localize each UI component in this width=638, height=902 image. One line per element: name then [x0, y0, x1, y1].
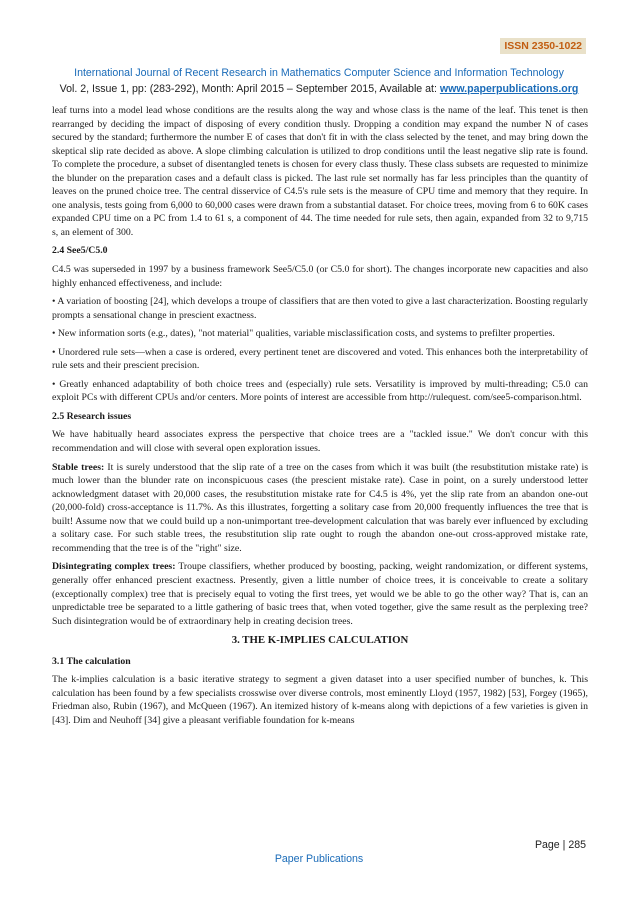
- publisher-footer: Paper Publications: [274, 853, 364, 865]
- paragraph-see5-intro: C4.5 was superseded in 1997 by a business framework See5/C5.0 (or C5.0 for short). The changes incorporate new capacities and also highly enhanced effectiveness, and include:: [52, 264, 588, 289]
- volume-info: [0, 83, 638, 95]
- stable-trees-label: Stable trees:: [52, 461, 105, 473]
- issn-badge: ISSN 2350-1022: [500, 38, 586, 54]
- heading-2-4: 2.4 See5/C5.0: [52, 245, 108, 257]
- bullet-scalability: • Greatly enhanced adaptability of both choice trees and (especially) rule sets. Versatility is improved by multi-threading; C5.0 can exploit PCs with different CPUs and/or centers. More points of interest are accessible from http://rulequest. com/see5-comparison.html.: [52, 378, 588, 404]
- heading-2-5: 2.5 Research issues: [52, 410, 132, 422]
- stable-trees-text: It is surely understood that the slip rate of a tree on the cases from which it was built (the resubstitution mistake rate) is much lower than the blunder rate on inconspicuous cases (the prescient mistake rate). Case in point, on a surely understood letter acknowledgment dataset with 20,000 cases, the resubstitution mistake rate for C4.5 is 4%, yet the slip rate from an abandon one-out (20,000-fold) cross-acceptance is 11.7%. As this illustrates, forgetting a solitary case from 20,000 frequently influences the tree that is built! Assume now that we could build up a non-unimportant tree-development calculation that was barely ever influenced by excluding a solitary case. For such stable trees, the resubstitution slip rate ought to rough the abandon one-out cross-approved mistake rate, recommending that the tree is of the "right" size.: [52, 461, 588, 554]
- article-body: [52, 104, 588, 732]
- website-link[interactable]: www.paperpublications.org: [439, 83, 579, 95]
- paragraph-kmeans: The k-implies calculation is a basic iterative strategy to segment a given dataset into a user specified number of bunches, k. This calculation has been found by a few specialists crosswise over diverse controls, most eminently Lloyd (1957, 1982) [53], Forgey (1965), Friedman also, Rubin (1967), and McQueen (1967). An itemized history of k-means along with depictions of a few varieties is given in [43]. Dim and Neuhoff [34] give a pleasant verifiable foundation for k-means: [52, 674, 588, 726]
- journal-title: International Journal of Recent Research in Mathematics Computer Science and Information Technology: [74, 67, 564, 79]
- paragraph-disintegrating: [52, 560, 588, 628]
- paragraph-c45-rules: leaf turns into a model lead whose conditions are the results along the way and whose class is the name of the leaf. This tenet is then rearranged by deciding the impact of disposing of every condition thusly. Dropping a condition may expand the number N of cases secured by the standard; furthermore the number E of cases that don't fit in with the class selected by the tenet, and may bring down the skeptical slip rate decided as above. A slope climbing calculation is utilized to drop conditions until the least negative slip rate is found. To complete the procedure, a subset of disentangled tenets is chosen for every class thusly. These class subsets are requested to minimize the blunder on the preparation cases and a default class is picked. The last rule set normally has far less principles than the quantity of leaves on the pruned choice tree. The central disservice of C4.5's rule sets is the measure of CPU time and memory that they require. In one analysis, tests going from 6,000 to 60,000 cases were drawn from a substantial dataset. For choice trees, moving from 6 to 60K cases expanded CPU time on a PC from 1.4 to 61 s, a component of 44. The time needed for rule sets, then again, expanded from 32 to 9,715 s, an element of 300.: [52, 105, 588, 238]
- section-3-heading: 3. THE K-IMPLIES CALCULATION: [231, 634, 409, 647]
- heading-3-1: 3.1 The calculation: [52, 655, 131, 667]
- bullet-data-types: • New information sorts (e.g., dates), "not material" qualities, variable misclassification costs, and systems to prefilter properties.: [52, 328, 555, 340]
- paragraph-research-issues: We have habitually heard associates express the perspective that choice trees are a "tackled issue." We don't concur with this recommendation and will close with several open exploration issues.: [52, 429, 588, 455]
- disintegrating-text: Troupe classifiers, whether produced by boosting, packing, weight randomization, or different systems, generally offer enhanced prescient exactness. Presently, given a little number of choice trees, it is conceivable to create a solitary (exceptionally complex) tree that is precisely equal to voting the first trees, yet would we be able to go the other way? That is, can an unpredictable tree be separated to a little gathering of basic trees that, when voted together, give the same result as the perplexing tree? Such disintegration would be of extraordinary help in creating decision trees.: [52, 561, 588, 627]
- page-number: Page | 285: [534, 839, 586, 851]
- paragraph-stable-trees: [52, 461, 588, 556]
- volume-text: Vol. 2, Issue 1, pp: (283-292), Month: April 2015 – September 2015, Available at:: [59, 83, 440, 95]
- disintegrating-label: Disintegrating complex trees:: [52, 561, 176, 573]
- bullet-boosting: • A variation of boosting [24], which develops a troupe of classifiers that are then voted to give a last characterization. Boosting regularly prompts a sensational change in prescient exactness.: [52, 296, 588, 321]
- bullet-unordered-rules: • Unordered rule sets—when a case is ordered, every pertinent tenet are discovered and voted. This enhances both the interpretability of rule sets and their prescient precision.: [52, 346, 588, 372]
